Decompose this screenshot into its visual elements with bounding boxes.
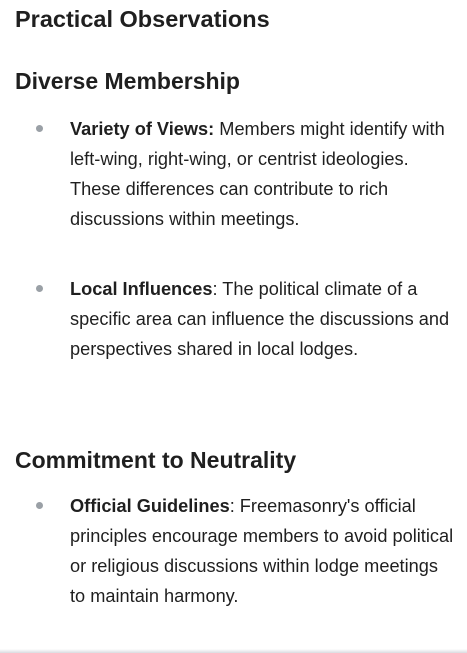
list-item-term: Variety of Views:	[70, 119, 215, 139]
list-item-term: Official Guidelines	[70, 496, 230, 516]
list-item-local-influences	[70, 274, 455, 364]
bullet-icon	[36, 125, 43, 132]
list-item-official-guidelines	[70, 491, 455, 611]
list-item-text: : The political climate of a specific area can influence the discussions and perspectives shared in local lodges.	[70, 279, 450, 359]
list-item-text: : Freemasonry's official principles encourage members to avoid political or religious discussions within lodge meetings to maintain harmony.	[70, 496, 454, 606]
bullet-icon	[36, 502, 43, 509]
divider	[0, 649, 467, 653]
list-item-term: Local Influences	[70, 279, 213, 299]
section-heading-commitment-to-neutrality: Commitment to Neutrality	[15, 447, 297, 473]
section-heading-diverse-membership: Diverse Membership	[15, 68, 240, 94]
list-item-text: Members might identify with left-wing, right-wing, or centrist ideologies. These differences can contribute to rich discussions within meetings.	[70, 119, 445, 229]
bullet-icon	[36, 285, 43, 292]
page-title: Practical Observations	[15, 6, 270, 32]
list-item-variety-of-views	[70, 114, 455, 234]
